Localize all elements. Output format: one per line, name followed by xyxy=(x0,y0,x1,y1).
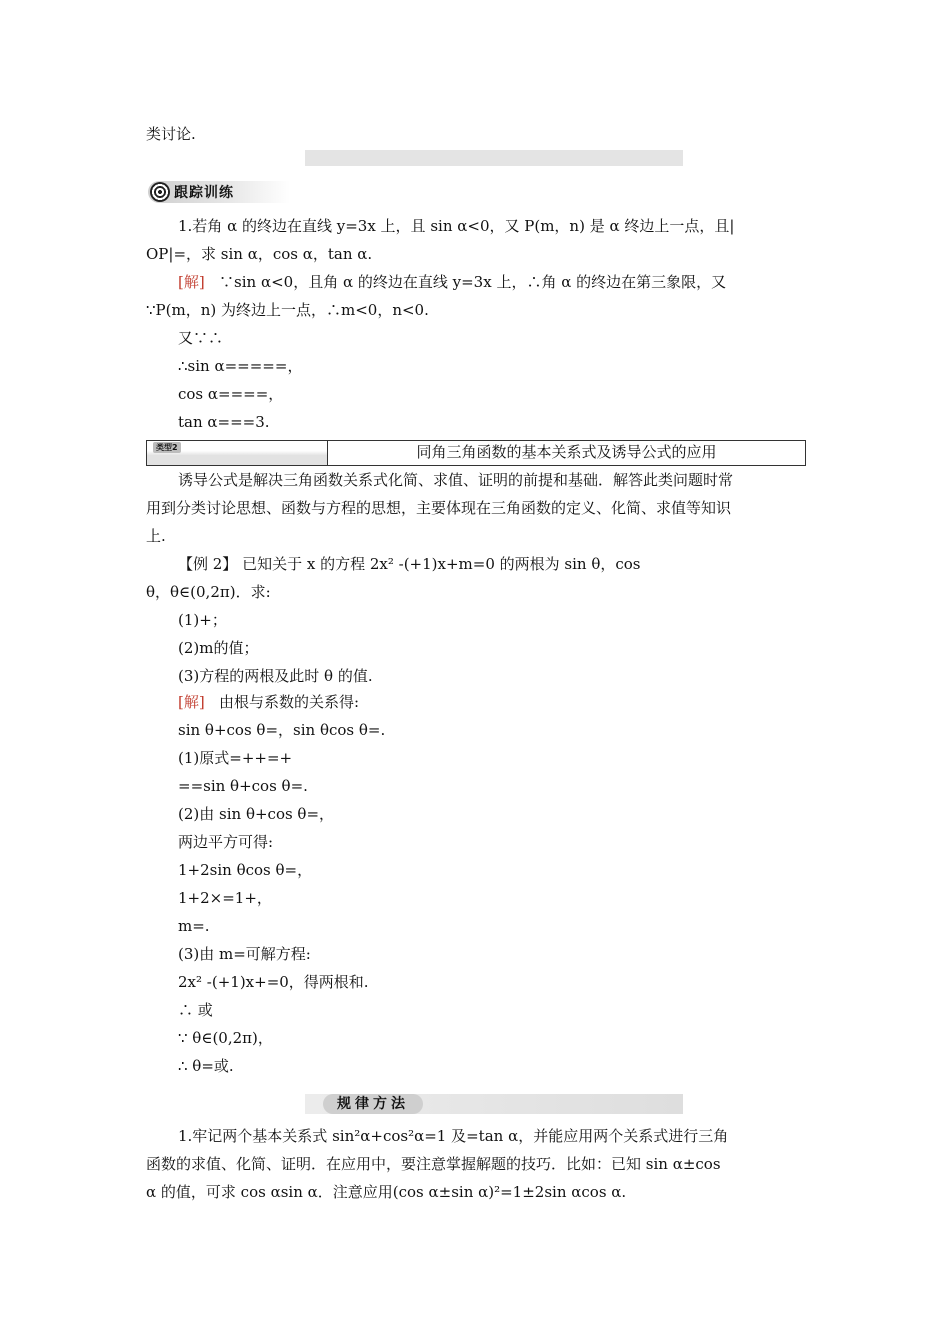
text-line: ∵ θ∈(0,2π)， xyxy=(178,1029,273,1047)
text-line: 1+2×=1+， xyxy=(178,889,272,907)
question-line: (2)m的值； xyxy=(178,639,259,657)
question-line: (3)方程的两根及此时 θ 的值. xyxy=(178,667,373,685)
solution-text: 由根与系数的关系得: xyxy=(219,693,360,711)
type-title: 同角三角函数的基本关系式及诱导公式的应用 xyxy=(416,443,717,461)
text-line: α 的值，可求 cos αsin α．注意应用(cos α±sin α)²=1±2sin αcos α. xyxy=(146,1183,627,1201)
type-tag-label: 类型2 xyxy=(153,442,181,453)
example-line: 【例 2】 已知关于 x 的方程 2x² -(+1)x+m=0 的两根为 sin θ，cos xyxy=(178,555,641,573)
text-line: 又∵∴ xyxy=(178,329,224,347)
text-line: 1.牢记两个基本关系式 sin²α+cos²α=1 及=tan α，并能应用两个关系式进行三角 xyxy=(178,1127,729,1145)
text-line: 诱导公式是解决三角函数关系式化简、求值、证明的前提和基础．解答此类问题时常 xyxy=(178,471,734,489)
tracking-banner-label: 跟踪训练 xyxy=(174,185,234,201)
text-line: (3)由 m=可解方程: xyxy=(178,945,311,963)
question-line: (1)+； xyxy=(178,611,227,629)
target-icon xyxy=(150,182,170,202)
text-line: OP|=，求 sin α，cos α，tan α. xyxy=(146,245,373,263)
text-line: ==sin θ+cos θ=. xyxy=(178,777,308,795)
text-line: 2x² -(+1)x+=0，得两根和. xyxy=(178,973,369,991)
text-line: 类讨论. xyxy=(146,125,196,143)
text-line: 函数的求值、化简、证明．在应用中，要注意掌握解题的技巧．比如：已知 sin α±cos xyxy=(146,1155,721,1173)
type-heading-box xyxy=(146,440,806,466)
solution-label: [解] xyxy=(178,693,205,711)
tracking-banner xyxy=(148,181,290,203)
text-line: m=. xyxy=(178,917,210,935)
text-line: ∴sin α=====， xyxy=(178,357,303,375)
text-line: sin θ+cos θ=，sin θcos θ=. xyxy=(178,721,386,739)
text-line: ∴ 或 xyxy=(178,1001,213,1019)
rules-banner xyxy=(305,1094,683,1114)
rules-banner-label: 规律方法 xyxy=(323,1094,423,1114)
text-line: (2)由 sin θ+cos θ=， xyxy=(178,805,335,823)
section-divider xyxy=(305,150,683,166)
solution-line xyxy=(178,692,359,712)
text-line: (1)原式=++=+ xyxy=(178,749,293,767)
text-line: 用到分类讨论思想、函数与方程的思想，主要体现在三角函数的定义、化简、求值等知识 xyxy=(146,499,732,517)
text-line: 1.若角 α 的终边在直线 y=3x 上，且 sin α<0，又 P(m，n) 是 α 终边上一点，且| xyxy=(178,217,735,235)
solution-line xyxy=(178,272,726,292)
text-line: ∴ θ=或. xyxy=(178,1057,234,1075)
text-line: θ，θ∈(0,2π)．求: xyxy=(146,583,271,601)
text-line: tan α===3. xyxy=(178,413,270,431)
text-line: 上. xyxy=(146,527,166,545)
type-tag xyxy=(147,441,328,465)
solution-label: [解] xyxy=(178,273,205,291)
solution-text: ∵sin α<0，且角 α 的终边在直线 y=3x 上，∴角 α 的终边在第三象限，又 xyxy=(219,273,727,291)
text-line: 1+2sin θcos θ=， xyxy=(178,861,313,879)
text-line: 两边平方可得: xyxy=(178,833,274,851)
text-line: cos α====， xyxy=(178,385,284,403)
text-line: ∵P(m，n) 为终边上一点，∴m<0，n<0. xyxy=(146,301,429,319)
